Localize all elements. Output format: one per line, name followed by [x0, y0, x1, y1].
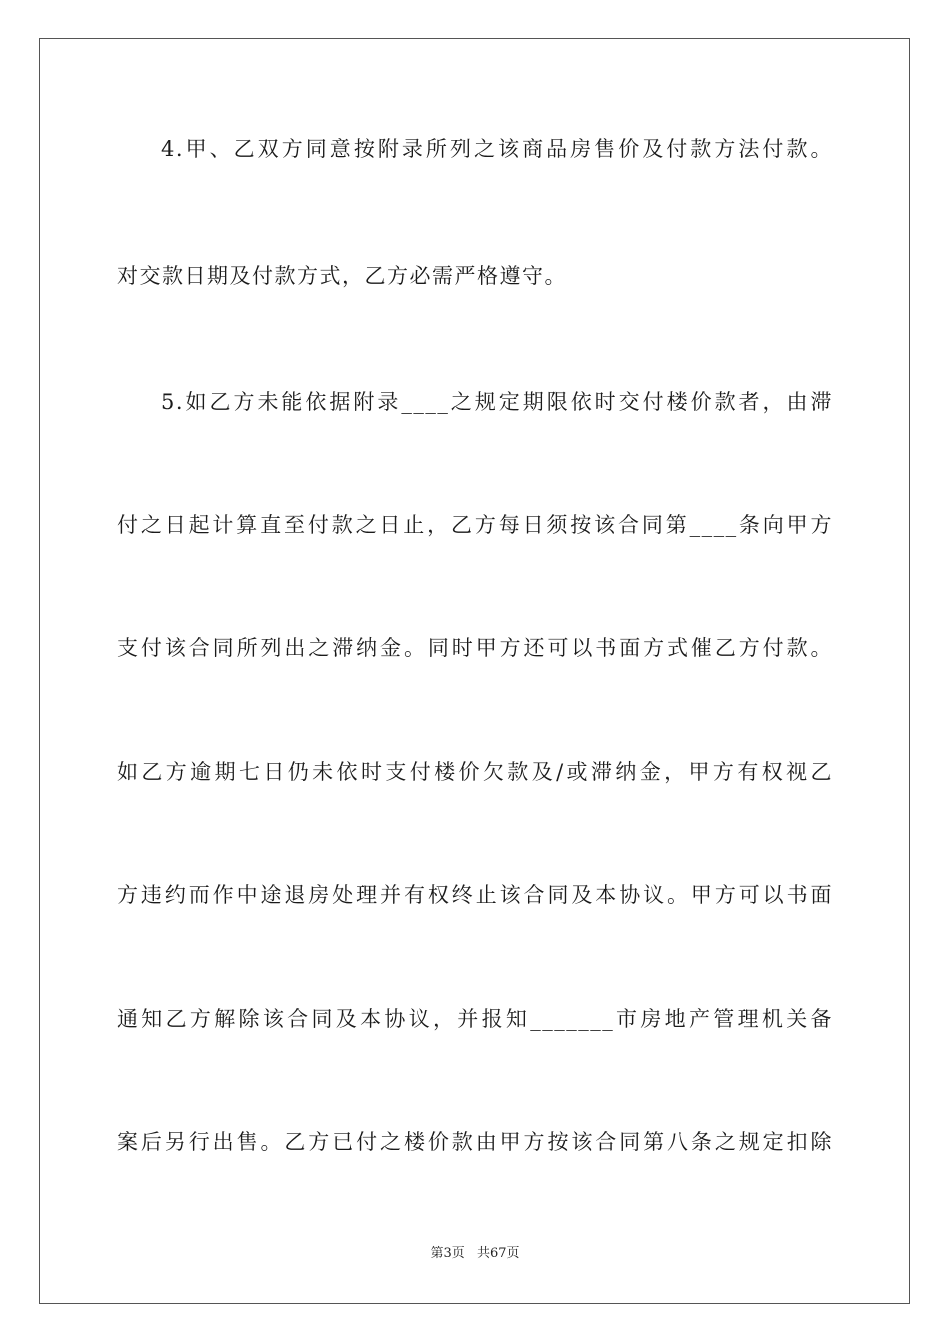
paragraph-line: 5.如乙方未能依据附录____之规定期限依时交付楼价款者，由滞 [161, 390, 833, 414]
paragraph-line: 对交款日期及付款方式，乙方必需严格遵守。 [117, 264, 567, 288]
page-footer [0, 1245, 950, 1263]
paragraph-line: 方违约而作中途退房处理并有权终止该合同及本协议。甲方可以书面 [117, 883, 833, 907]
paragraph-line: 4.甲、乙双方同意按附录所列之该商品房售价及付款方法付款。 [161, 137, 833, 161]
paragraph-line: 通知乙方解除该合同及本协议，并报知_______市房地产管理机关备 [117, 1007, 833, 1031]
paragraph-line: 支付该合同所列出之滞纳金。同时甲方还可以书面方式催乙方付款。 [117, 636, 833, 660]
paragraph-line: 案后另行出售。乙方已付之楼价款由甲方按该合同第八条之规定扣除 [117, 1130, 833, 1154]
paragraph-line: 如乙方逾期七日仍未依时支付楼价欠款及/或滞纳金，甲方有权视乙 [117, 760, 833, 784]
paragraph-line: 付之日起计算直至付款之日止，乙方每日须按该合同第____条向甲方 [117, 513, 833, 537]
page-total: 共67页 [476, 1246, 520, 1261]
page-border [39, 38, 910, 1304]
page-number: 第3页 [430, 1246, 465, 1261]
